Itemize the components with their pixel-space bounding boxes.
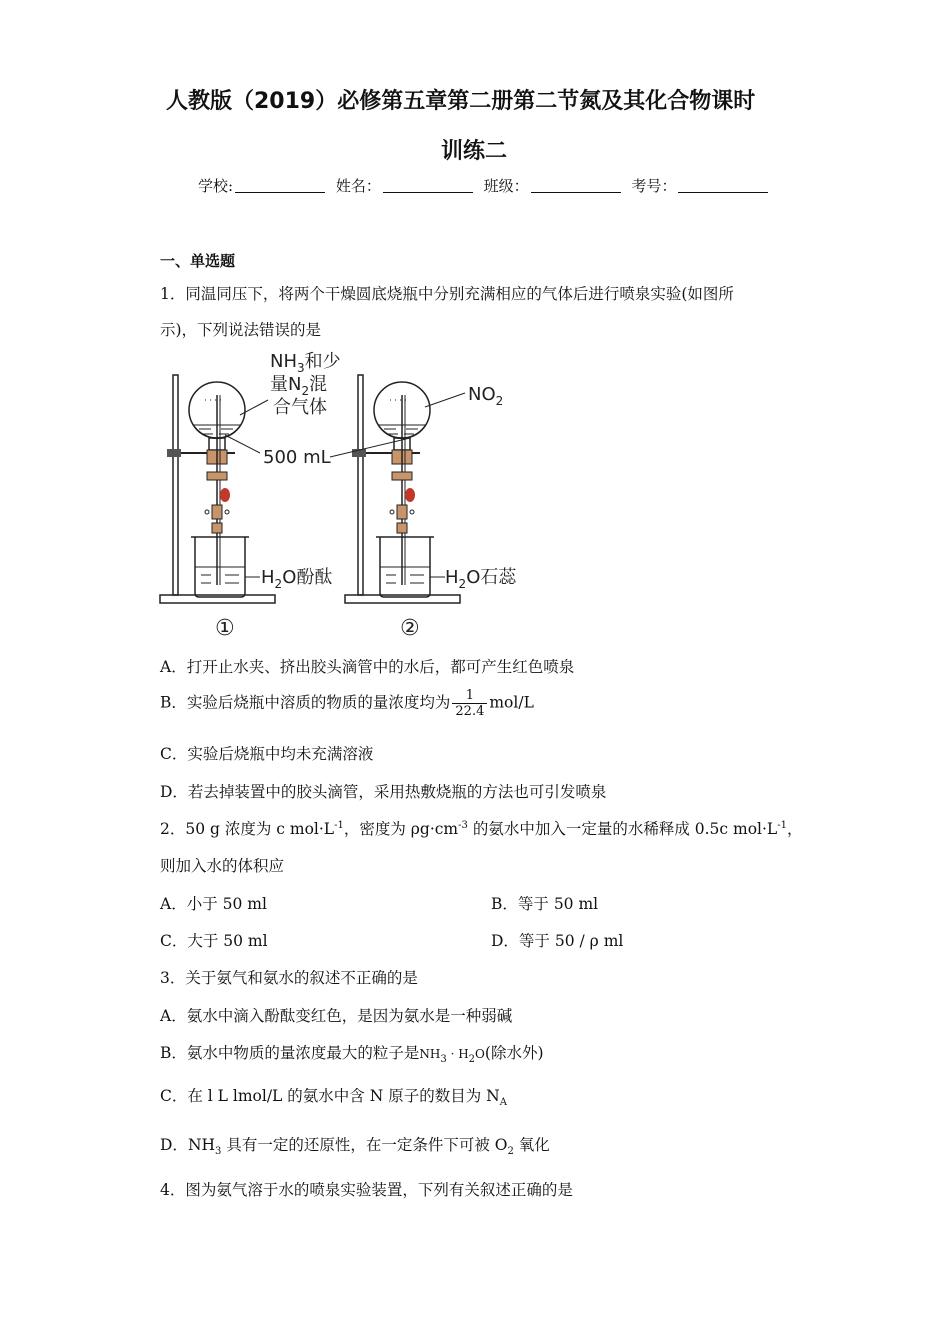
q1-option-c[interactable]: C．实验后烧瓶中均未充满溶液 [160,745,374,763]
q2-stem-line2: 则加入水的体积应 [160,857,285,875]
fraction: $\frac{1}{22.4}$ [452,688,487,719]
gas1-label-line3: 合气体 [273,397,327,418]
beaker2-label: $H_2O$石蕊 [445,567,517,591]
name-label: 姓名： [335,177,381,195]
q1-option-b[interactable]: B．实验后烧瓶中溶质的物质的量浓度均为 $\frac{1}{22.4}$ mol/L [160,688,534,719]
q3-option-d[interactable]: D．$NH_3$ 具有一定的还原性，在一定条件下可被 $O_2$ 氧化 [160,1136,550,1158]
q2-option-c[interactable]: C．大于 50 ml [160,932,268,950]
page-title-line1: 人教版（2019）必修第五章第二册第二节氮及其化合物课时 [166,89,756,114]
class-label: 班级： [483,177,529,195]
q3-option-a[interactable]: A．氨水中滴入酚酞变红色，是因为氨水是一种弱碱 [160,1007,513,1025]
q1-option-a[interactable]: A．打开止水夹、挤出胶头滴管中的水后，都可产生红色喷泉 [160,658,575,676]
apparatus-number-1: ① [215,616,235,641]
section-heading: 一、单选题 [160,252,236,270]
number-blank[interactable] [678,178,768,193]
q3-option-b[interactable]: B．氨水中物质的量浓度最大的粒子是$NH_3 \cdot H_2O$(除水外) [160,1044,544,1066]
name-blank[interactable] [383,178,473,193]
number-label: 考号： [631,177,677,195]
q1-stem-line2: 示)，下列说法错误的是 [160,321,322,339]
volume-label: 500 mL [263,447,331,468]
school-blank[interactable] [235,178,325,193]
gas2-label: $NO_2$ [468,384,504,408]
q2-option-a[interactable]: A．小于 50 ml [160,895,267,913]
q2-option-d[interactable]: D．等于 50 / ρ ml [491,932,624,950]
page-title-line2: 训练二 [441,139,508,164]
class-blank[interactable] [531,178,621,193]
q4-stem: 4．图为氨气溶于水的喷泉实验装置，下列有关叙述正确的是 [160,1181,573,1199]
apparatus-1 [160,375,275,603]
svg-text:˙˙˙˙: ˙˙˙˙ [388,399,408,410]
q3-stem: 3．关于氨气和氨水的叙述不正确的是 [160,969,418,987]
fountain-apparatus-figure [155,345,555,645]
gas1-label-line2: 量$N_2$混 [270,374,328,398]
svg-text:˙˙˙˙: ˙˙˙˙ [203,399,223,410]
apparatus-number-2: ② [400,616,420,641]
q2-option-b[interactable]: B．等于 50 ml [491,895,599,913]
q3-option-c[interactable]: C．在 l L lmol/L 的氨水中含 N 原子的数目为 $N_A$ [160,1087,507,1109]
school-label: 学校: [198,177,234,195]
gas1-label-line1: $NH_3$和少 [270,351,341,375]
q1-stem-line1: 1．同温同压下，将两个干燥圆底烧瓶中分别充满相应的气体后进行喷泉实验(如图所 [160,285,734,303]
apparatus-2 [345,375,460,603]
q1-option-d[interactable]: D．若去掉装置中的胶头滴管，采用热敷烧瓶的方法也可引发喷泉 [160,783,607,801]
q2-stem-line1: 2．50 g 浓度为 c $mol\cdot L^{-1}$，密度为 $\rho g\cdot cm^{-3}$ 的氨水中加入一定量的水稀释成 0.5c $mol\cdot L^{-1}$， [160,819,803,838]
student-info-row [198,175,774,196]
beaker1-label: $H_2O$酚酞 [261,567,333,591]
